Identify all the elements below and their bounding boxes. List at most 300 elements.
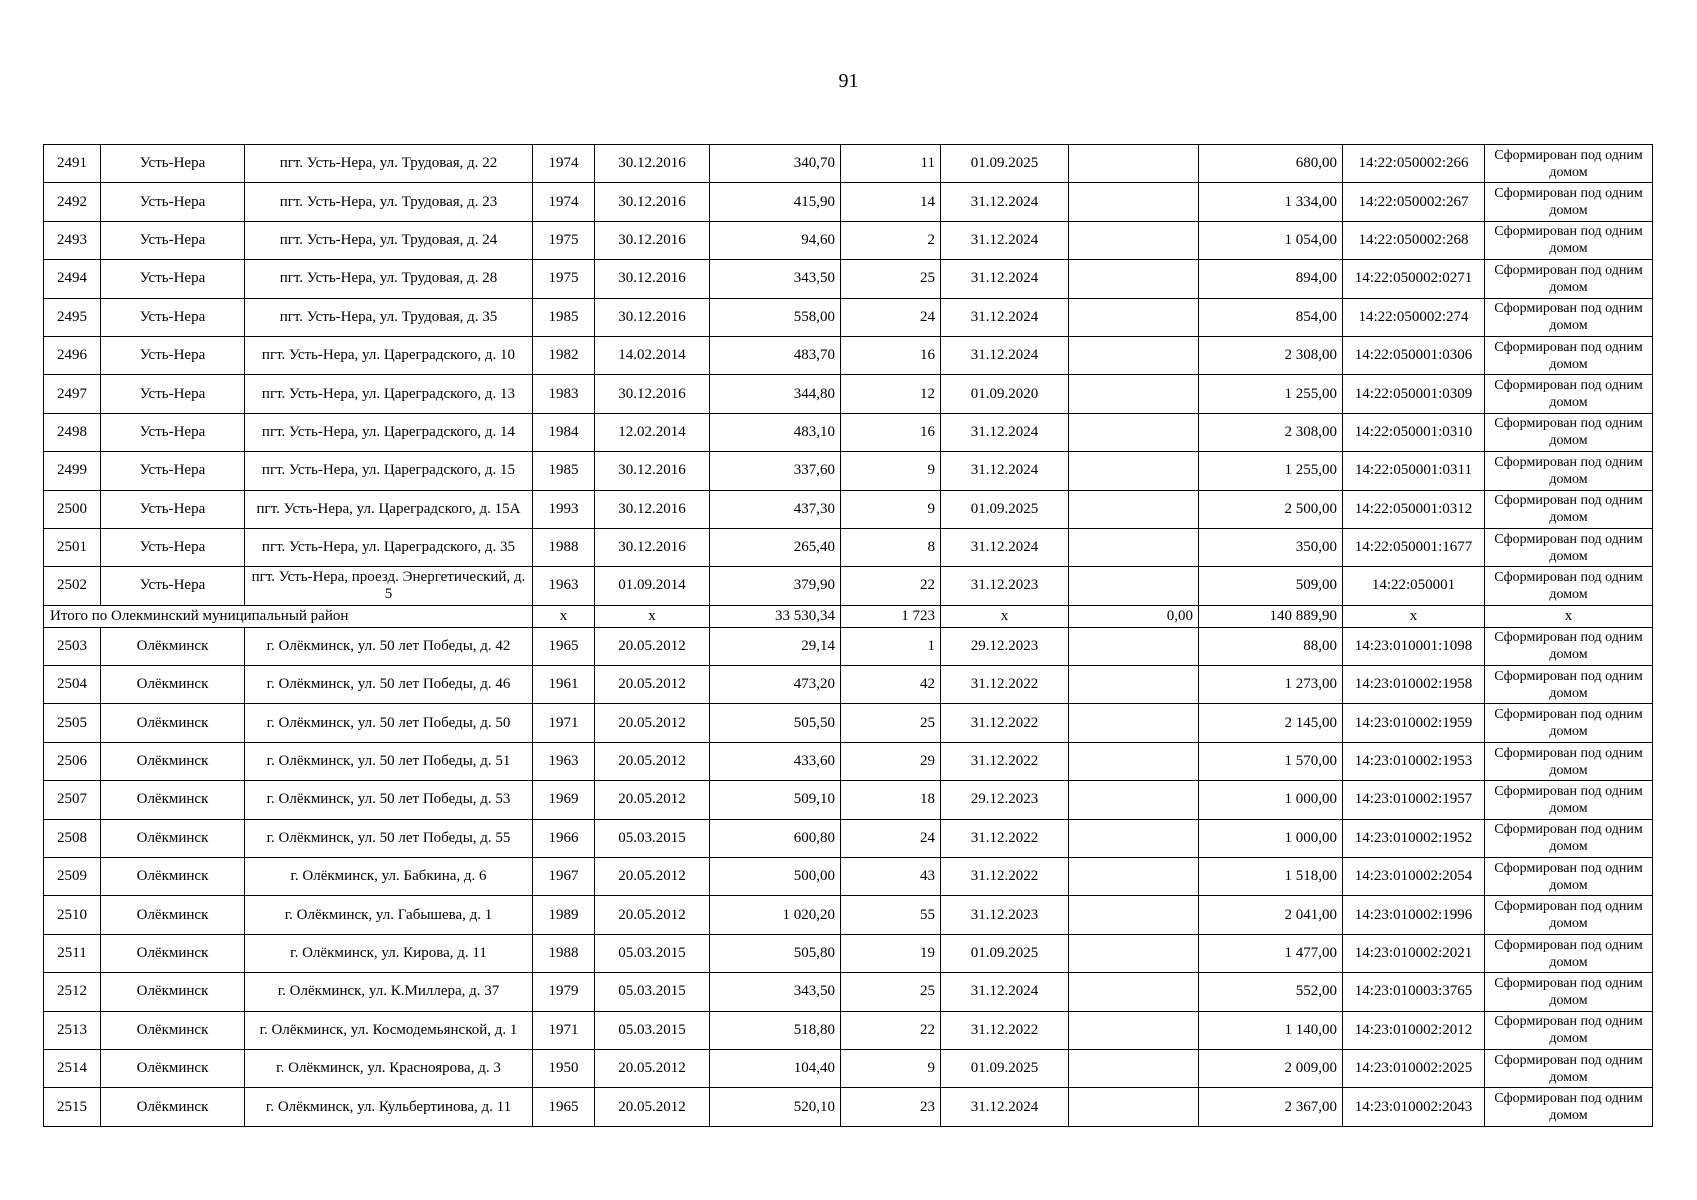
cell-area: 343,50 (710, 973, 841, 1011)
cell-year: 1965 (533, 1088, 595, 1126)
cell-number: 2495 (44, 298, 101, 336)
cell-year: 1963 (533, 742, 595, 780)
cell-area: 473,20 (710, 666, 841, 704)
cell-value-b: 1 334,00 (1199, 183, 1343, 221)
table-row (44, 819, 1653, 857)
cell-value-a (1069, 183, 1199, 221)
cell-number: 2508 (44, 819, 101, 857)
cell-locality: Усть-Нера (101, 336, 245, 374)
cell-number: 2507 (44, 781, 101, 819)
cell-status: Сформирован под одним домом (1485, 145, 1653, 183)
cell-year: 1965 (533, 627, 595, 665)
cell-year: 1975 (533, 221, 595, 259)
cell-residents: 42 (841, 666, 941, 704)
cell-value-b: 1 000,00 (1199, 819, 1343, 857)
cell-value-a (1069, 934, 1199, 972)
cell-number: 2502 (44, 567, 101, 605)
cell-area: 500,00 (710, 858, 841, 896)
cell-status: Сформирован под одним домом (1485, 413, 1653, 451)
cell-number: 2514 (44, 1049, 101, 1087)
cell-area: 433,60 (710, 742, 841, 780)
cell-residents: 25 (841, 260, 941, 298)
cell-value-b: 1 518,00 (1199, 858, 1343, 896)
subtotal-year: x (533, 605, 595, 627)
cell-date: 05.03.2015 (595, 934, 710, 972)
cell-residents: 1 (841, 627, 941, 665)
cell-number: 2501 (44, 528, 101, 566)
cell-status: Сформирован под одним домом (1485, 528, 1653, 566)
cell-residents: 18 (841, 781, 941, 819)
cell-value-b: 2 308,00 (1199, 336, 1343, 374)
cell-year: 1974 (533, 145, 595, 183)
subtotal-cadastral: x (1343, 605, 1485, 627)
cell-area: 509,10 (710, 781, 841, 819)
cell-number: 2500 (44, 490, 101, 528)
table-row (44, 742, 1653, 780)
cell-status: Сформирован под одним домом (1485, 375, 1653, 413)
cell-status: Сформирован под одним домом (1485, 298, 1653, 336)
cell-value-a (1069, 704, 1199, 742)
cell-locality: Олёкминск (101, 1088, 245, 1126)
cell-year: 1993 (533, 490, 595, 528)
cell-value-a (1069, 896, 1199, 934)
cell-residents: 8 (841, 528, 941, 566)
cell-status: Сформирован под одним домом (1485, 1088, 1653, 1126)
cell-locality: Усть-Нера (101, 375, 245, 413)
cell-cadastral: 14:22:050001:1677 (1343, 528, 1485, 566)
cell-status: Сформирован под одним домом (1485, 567, 1653, 605)
cell-deadline: 31.12.2024 (941, 260, 1069, 298)
cell-area: 505,50 (710, 704, 841, 742)
table-row (44, 413, 1653, 451)
cell-date: 30.12.2016 (595, 260, 710, 298)
cell-date: 20.05.2012 (595, 1088, 710, 1126)
cell-status: Сформирован под одним домом (1485, 1011, 1653, 1049)
cell-locality: Олёкминск (101, 627, 245, 665)
cell-value-a (1069, 1049, 1199, 1087)
cell-value-b: 2 308,00 (1199, 413, 1343, 451)
cell-date: 20.05.2012 (595, 1049, 710, 1087)
table-row (44, 260, 1653, 298)
cell-cadastral: 14:23:010002:1957 (1343, 781, 1485, 819)
cell-locality: Усть-Нера (101, 528, 245, 566)
table-row (44, 1088, 1653, 1126)
cell-date: 05.03.2015 (595, 819, 710, 857)
cell-deadline: 31.12.2024 (941, 183, 1069, 221)
table-row (44, 1011, 1653, 1049)
cell-status: Сформирован под одним домом (1485, 666, 1653, 704)
cell-year: 1983 (533, 375, 595, 413)
cell-address: пгт. Усть-Нера, ул. Цареградского, д. 15 (245, 452, 533, 490)
cell-value-b: 552,00 (1199, 973, 1343, 1011)
cell-locality: Олёкминск (101, 1011, 245, 1049)
cell-status: Сформирован под одним домом (1485, 819, 1653, 857)
cell-value-b: 2 367,00 (1199, 1088, 1343, 1126)
cell-area: 415,90 (710, 183, 841, 221)
cell-number: 2494 (44, 260, 101, 298)
cell-residents: 19 (841, 934, 941, 972)
cell-value-a (1069, 260, 1199, 298)
cell-number: 2497 (44, 375, 101, 413)
cell-value-a (1069, 221, 1199, 259)
cell-deadline: 31.12.2024 (941, 336, 1069, 374)
cell-cadastral: 14:22:050001:0310 (1343, 413, 1485, 451)
cell-value-a (1069, 858, 1199, 896)
cell-value-b: 894,00 (1199, 260, 1343, 298)
cell-year: 1967 (533, 858, 595, 896)
cell-address: г. Олёкминск, ул. К.Миллера, д. 37 (245, 973, 533, 1011)
cell-locality: Усть-Нера (101, 183, 245, 221)
table-row (44, 896, 1653, 934)
cell-number: 2498 (44, 413, 101, 451)
cell-address: г. Олёкминск, ул. 50 лет Победы, д. 46 (245, 666, 533, 704)
cell-status: Сформирован под одним домом (1485, 183, 1653, 221)
cell-deadline: 31.12.2024 (941, 973, 1069, 1011)
cell-residents: 9 (841, 490, 941, 528)
cell-date: 20.05.2012 (595, 896, 710, 934)
cell-date: 30.12.2016 (595, 375, 710, 413)
cell-locality: Олёкминск (101, 858, 245, 896)
cell-cadastral: 14:22:050001 (1343, 567, 1485, 605)
cell-address: пгт. Усть-Нера, ул. Трудовая, д. 28 (245, 260, 533, 298)
cell-area: 1 020,20 (710, 896, 841, 934)
cell-area: 505,80 (710, 934, 841, 972)
cell-locality: Олёкминск (101, 1049, 245, 1087)
cell-number: 2515 (44, 1088, 101, 1126)
cell-date: 14.02.2014 (595, 336, 710, 374)
cell-cadastral: 14:23:010002:2021 (1343, 934, 1485, 972)
table-row (44, 934, 1653, 972)
cell-residents: 43 (841, 858, 941, 896)
cell-locality: Усть-Нера (101, 567, 245, 605)
cell-residents: 25 (841, 704, 941, 742)
cell-status: Сформирован под одним домом (1485, 490, 1653, 528)
cell-date: 20.05.2012 (595, 781, 710, 819)
cell-deadline: 29.12.2023 (941, 781, 1069, 819)
cell-deadline: 31.12.2024 (941, 221, 1069, 259)
cell-address: пгт. Усть-Нера, ул. Трудовая, д. 35 (245, 298, 533, 336)
cell-year: 1985 (533, 452, 595, 490)
cell-value-a (1069, 145, 1199, 183)
cell-status: Сформирован под одним домом (1485, 260, 1653, 298)
cell-year: 1989 (533, 896, 595, 934)
cell-cadastral: 14:23:010002:2043 (1343, 1088, 1485, 1126)
cell-year: 1950 (533, 1049, 595, 1087)
cell-value-b: 854,00 (1199, 298, 1343, 336)
cell-residents: 22 (841, 1011, 941, 1049)
cell-cadastral: 14:23:010002:1958 (1343, 666, 1485, 704)
cell-area: 379,90 (710, 567, 841, 605)
cell-area: 94,60 (710, 221, 841, 259)
cell-date: 20.05.2012 (595, 742, 710, 780)
cell-number: 2510 (44, 896, 101, 934)
cell-status: Сформирован под одним домом (1485, 896, 1653, 934)
cell-area: 520,10 (710, 1088, 841, 1126)
cell-value-b: 1 000,00 (1199, 781, 1343, 819)
table-row (44, 973, 1653, 1011)
cell-value-b: 1 140,00 (1199, 1011, 1343, 1049)
cell-deadline: 01.09.2025 (941, 145, 1069, 183)
cell-date: 30.12.2016 (595, 221, 710, 259)
cell-year: 1971 (533, 1011, 595, 1049)
table-body (44, 145, 1653, 1127)
cell-locality: Олёкминск (101, 666, 245, 704)
cell-cadastral: 14:22:050002:266 (1343, 145, 1485, 183)
cell-date: 20.05.2012 (595, 858, 710, 896)
cell-cadastral: 14:22:050001:0311 (1343, 452, 1485, 490)
cell-date: 20.05.2012 (595, 666, 710, 704)
cell-status: Сформирован под одним домом (1485, 934, 1653, 972)
table-row (44, 490, 1653, 528)
cell-cadastral: 14:23:010002:1953 (1343, 742, 1485, 780)
cell-value-b: 2 009,00 (1199, 1049, 1343, 1087)
cell-status: Сформирован под одним домом (1485, 1049, 1653, 1087)
cell-deadline: 31.12.2023 (941, 567, 1069, 605)
cell-locality: Усть-Нера (101, 298, 245, 336)
cell-date: 30.12.2016 (595, 528, 710, 566)
cell-number: 2491 (44, 145, 101, 183)
cell-cadastral: 14:23:010003:3765 (1343, 973, 1485, 1011)
cell-cadastral: 14:22:050002:274 (1343, 298, 1485, 336)
cell-residents: 55 (841, 896, 941, 934)
cell-value-a (1069, 452, 1199, 490)
cell-area: 29,14 (710, 627, 841, 665)
table-row (44, 452, 1653, 490)
cell-year: 1961 (533, 666, 595, 704)
cell-deadline: 31.12.2022 (941, 819, 1069, 857)
cell-date: 20.05.2012 (595, 627, 710, 665)
cell-address: г. Олёкминск, ул. Кульбертинова, д. 11 (245, 1088, 533, 1126)
cell-cadastral: 14:23:010002:1996 (1343, 896, 1485, 934)
cell-cadastral: 14:22:050002:0271 (1343, 260, 1485, 298)
cell-value-b: 1 054,00 (1199, 221, 1343, 259)
cell-date: 05.03.2015 (595, 1011, 710, 1049)
cell-year: 1984 (533, 413, 595, 451)
cell-value-b: 1 255,00 (1199, 375, 1343, 413)
cell-address: г. Олёкминск, ул. Космодемьянской, д. 1 (245, 1011, 533, 1049)
cell-residents: 24 (841, 819, 941, 857)
cell-year: 1985 (533, 298, 595, 336)
table-row (44, 858, 1653, 896)
cell-deadline: 01.09.2025 (941, 490, 1069, 528)
cell-address: г. Олёкминск, ул. 50 лет Победы, д. 50 (245, 704, 533, 742)
subtotal-value-b: 140 889,90 (1199, 605, 1343, 627)
cell-residents: 9 (841, 452, 941, 490)
cell-year: 1979 (533, 973, 595, 1011)
cell-locality: Усть-Нера (101, 145, 245, 183)
cell-area: 437,30 (710, 490, 841, 528)
cell-residents: 12 (841, 375, 941, 413)
table-row (44, 336, 1653, 374)
table-row (44, 781, 1653, 819)
cell-deadline: 31.12.2024 (941, 1088, 1069, 1126)
cell-address: пгт. Усть-Нера, ул. Цареградского, д. 13 (245, 375, 533, 413)
table-row (44, 221, 1653, 259)
cell-cadastral: 14:23:010002:2025 (1343, 1049, 1485, 1087)
cell-locality: Олёкминск (101, 781, 245, 819)
cell-value-b: 2 500,00 (1199, 490, 1343, 528)
cell-value-a (1069, 336, 1199, 374)
cell-cadastral: 14:23:010002:1952 (1343, 819, 1485, 857)
cell-address: пгт. Усть-Нера, ул. Цареградского, д. 14 (245, 413, 533, 451)
cell-area: 483,70 (710, 336, 841, 374)
cell-date: 30.12.2016 (595, 490, 710, 528)
table-row (44, 567, 1653, 605)
cell-value-a (1069, 567, 1199, 605)
cell-deadline: 31.12.2022 (941, 704, 1069, 742)
cell-deadline: 01.09.2025 (941, 1049, 1069, 1087)
cell-number: 2504 (44, 666, 101, 704)
table-row (44, 145, 1653, 183)
cell-value-b: 1 255,00 (1199, 452, 1343, 490)
cell-value-b: 2 145,00 (1199, 704, 1343, 742)
cell-cadastral: 14:23:010002:2012 (1343, 1011, 1485, 1049)
cell-address: пгт. Усть-Нера, ул. Цареградского, д. 35 (245, 528, 533, 566)
cell-number: 2493 (44, 221, 101, 259)
cell-value-a (1069, 1011, 1199, 1049)
table-row (44, 528, 1653, 566)
cell-date: 30.12.2016 (595, 145, 710, 183)
cell-address: пгт. Усть-Нера, проезд. Энергетический, д. 5 (245, 567, 533, 605)
table-row (44, 375, 1653, 413)
cell-deadline: 31.12.2023 (941, 896, 1069, 934)
cell-residents: 9 (841, 1049, 941, 1087)
cell-deadline: 29.12.2023 (941, 627, 1069, 665)
cell-residents: 14 (841, 183, 941, 221)
cell-value-a (1069, 528, 1199, 566)
cell-year: 1975 (533, 260, 595, 298)
cell-value-a (1069, 1088, 1199, 1126)
cell-cadastral: 14:22:050001:0306 (1343, 336, 1485, 374)
cell-deadline: 31.12.2022 (941, 858, 1069, 896)
cell-area: 483,10 (710, 413, 841, 451)
cell-cadastral: 14:22:050001:0312 (1343, 490, 1485, 528)
cell-value-b: 1 273,00 (1199, 666, 1343, 704)
cell-status: Сформирован под одним домом (1485, 973, 1653, 1011)
cell-number: 2505 (44, 704, 101, 742)
table-row (44, 183, 1653, 221)
cell-value-b: 509,00 (1199, 567, 1343, 605)
cell-year: 1969 (533, 781, 595, 819)
cell-status: Сформирован под одним домом (1485, 858, 1653, 896)
cell-number: 2503 (44, 627, 101, 665)
cell-address: пгт. Усть-Нера, ул. Трудовая, д. 22 (245, 145, 533, 183)
cell-deadline: 31.12.2024 (941, 452, 1069, 490)
cell-locality: Олёкминск (101, 934, 245, 972)
cell-deadline: 01.09.2025 (941, 934, 1069, 972)
cell-residents: 2 (841, 221, 941, 259)
cell-deadline: 31.12.2022 (941, 742, 1069, 780)
cell-cadastral: 14:23:010002:1959 (1343, 704, 1485, 742)
cell-deadline: 31.12.2022 (941, 666, 1069, 704)
cell-status: Сформирован под одним домом (1485, 742, 1653, 780)
cell-address: г. Олёкминск, ул. 50 лет Победы, д. 51 (245, 742, 533, 780)
cell-date: 30.12.2016 (595, 298, 710, 336)
page-number: 91 (838, 70, 859, 92)
cell-value-b: 350,00 (1199, 528, 1343, 566)
cell-locality: Олёкминск (101, 973, 245, 1011)
cell-year: 1982 (533, 336, 595, 374)
cell-address: пгт. Усть-Нера, ул. Трудовая, д. 24 (245, 221, 533, 259)
cell-value-a (1069, 490, 1199, 528)
cell-value-b: 88,00 (1199, 627, 1343, 665)
cell-year: 1966 (533, 819, 595, 857)
cell-value-a (1069, 973, 1199, 1011)
cell-area: 265,40 (710, 528, 841, 566)
subtotal-area: 33 530,34 (710, 605, 841, 627)
subtotal-residents: 1 723 (841, 605, 941, 627)
cell-deadline: 31.12.2024 (941, 528, 1069, 566)
cell-residents: 16 (841, 336, 941, 374)
cell-value-a (1069, 375, 1199, 413)
cell-status: Сформирован под одним домом (1485, 336, 1653, 374)
cell-residents: 11 (841, 145, 941, 183)
subtotal-value-a: 0,00 (1069, 605, 1199, 627)
subtotal-date: x (595, 605, 710, 627)
cell-date: 05.03.2015 (595, 973, 710, 1011)
cell-locality: Усть-Нера (101, 413, 245, 451)
cell-locality: Усть-Нера (101, 452, 245, 490)
cell-residents: 16 (841, 413, 941, 451)
cell-address: пгт. Усть-Нера, ул. Цареградского, д. 10 (245, 336, 533, 374)
cell-cadastral: 14:23:010002:2054 (1343, 858, 1485, 896)
cell-cadastral: 14:22:050002:267 (1343, 183, 1485, 221)
subtotal-deadline: x (941, 605, 1069, 627)
cell-area: 344,80 (710, 375, 841, 413)
cell-number: 2492 (44, 183, 101, 221)
cell-deadline: 31.12.2024 (941, 298, 1069, 336)
cell-locality: Олёкминск (101, 704, 245, 742)
table-row (44, 704, 1653, 742)
cell-residents: 25 (841, 973, 941, 1011)
subtotal-row (44, 605, 1653, 627)
cell-deadline: 31.12.2022 (941, 1011, 1069, 1049)
cell-year: 1988 (533, 528, 595, 566)
cell-value-a (1069, 819, 1199, 857)
cell-value-a (1069, 413, 1199, 451)
cell-area: 600,80 (710, 819, 841, 857)
cell-number: 2506 (44, 742, 101, 780)
cell-address: г. Олёкминск, ул. Бабкина, д. 6 (245, 858, 533, 896)
cell-address: г. Олёкминск, ул. 50 лет Победы, д. 55 (245, 819, 533, 857)
cell-number: 2499 (44, 452, 101, 490)
cell-area: 337,60 (710, 452, 841, 490)
cell-status: Сформирован под одним домом (1485, 704, 1653, 742)
cell-residents: 22 (841, 567, 941, 605)
cell-date: 01.09.2014 (595, 567, 710, 605)
cell-date: 12.02.2014 (595, 413, 710, 451)
cell-address: пгт. Усть-Нера, ул. Цареградского, д. 15А (245, 490, 533, 528)
cell-address: г. Олёкминск, ул. 50 лет Победы, д. 42 (245, 627, 533, 665)
cell-locality: Усть-Нера (101, 260, 245, 298)
cell-year: 1974 (533, 183, 595, 221)
subtotal-label: Итого по Олекминский муниципальный район (44, 605, 533, 627)
cell-residents: 23 (841, 1088, 941, 1126)
table-row (44, 1049, 1653, 1087)
cell-area: 343,50 (710, 260, 841, 298)
table-row (44, 627, 1653, 665)
cell-date: 30.12.2016 (595, 452, 710, 490)
cell-address: пгт. Усть-Нера, ул. Трудовая, д. 23 (245, 183, 533, 221)
cell-value-b: 1 477,00 (1199, 934, 1343, 972)
table-row (44, 298, 1653, 336)
cell-value-a (1069, 781, 1199, 819)
subtotal-status: x (1485, 605, 1653, 627)
cell-cadastral: 14:22:050002:268 (1343, 221, 1485, 259)
cell-value-b: 2 041,00 (1199, 896, 1343, 934)
cell-number: 2513 (44, 1011, 101, 1049)
cell-status: Сформирован под одним домом (1485, 627, 1653, 665)
